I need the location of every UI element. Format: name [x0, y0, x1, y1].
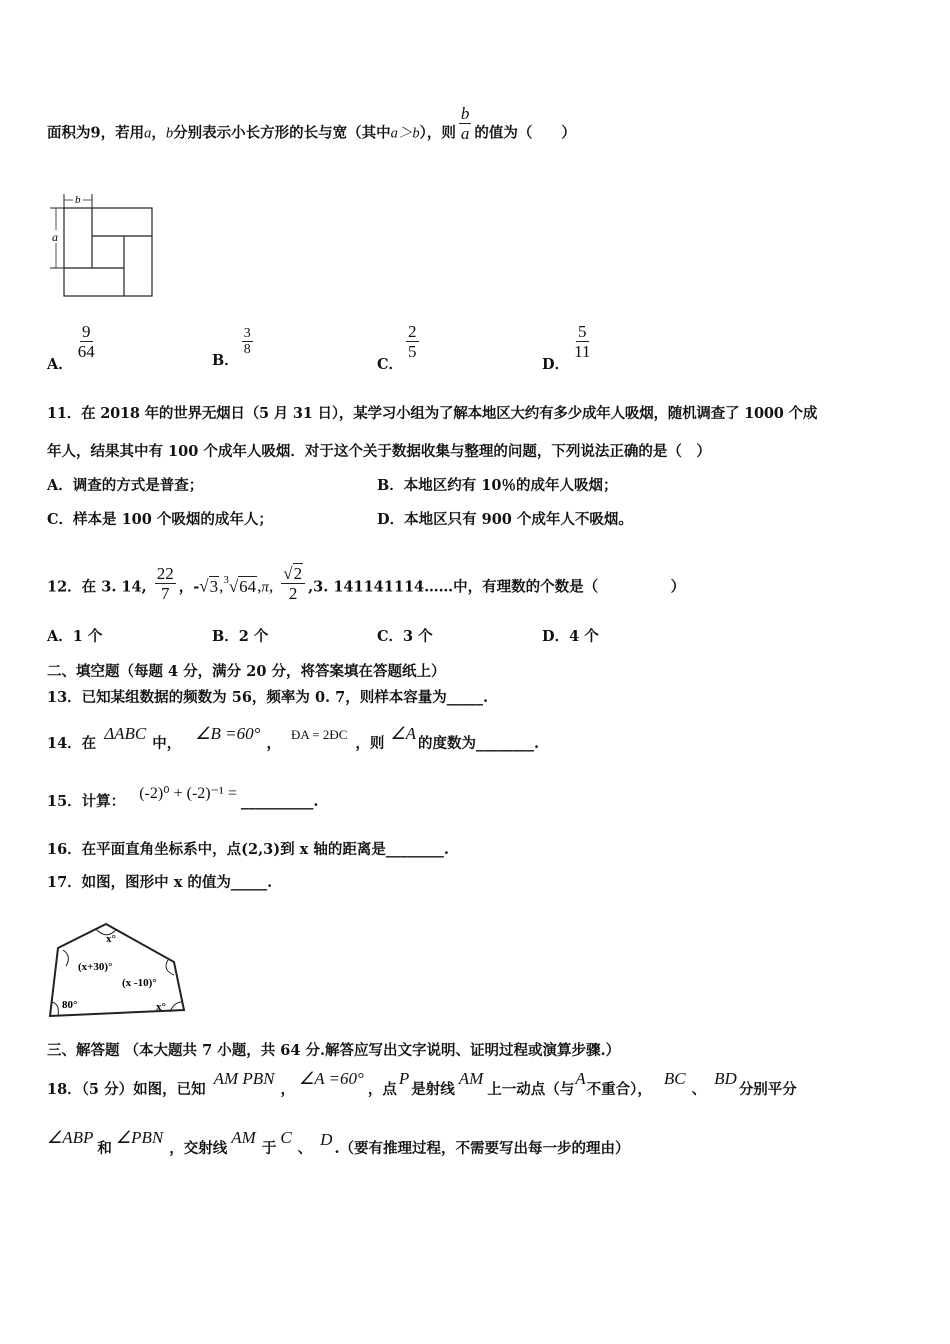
q18-bc: BC	[663, 1069, 686, 1088]
var-b: b	[165, 125, 174, 142]
q10-text-e: 的值为（ ）	[474, 124, 576, 142]
frac-den: 7	[160, 584, 170, 603]
q14-line	[47, 724, 540, 754]
q12-pi: π	[261, 579, 269, 596]
section3-heading: 三、解答题 （本大题共 7 小题，共 64 分.解答应写出文字说明、证明过程或演算步骤.）	[47, 1042, 621, 1059]
q18-d: D	[320, 1130, 333, 1149]
option-fraction	[406, 322, 419, 361]
option-fraction	[242, 326, 253, 357]
q18-prefix: 18．（5 分）如图，已知	[47, 1081, 206, 1098]
q12-suffix: ,3. 141141114……中，有理数的个数是（ ）	[308, 578, 686, 596]
q15-answer-blank[interactable]: __________.	[240, 793, 319, 810]
q10-option-c[interactable]	[377, 322, 422, 373]
q14-then: ，则	[355, 735, 385, 752]
q18-t3: 不重合），	[586, 1081, 652, 1098]
q10-text-c: 分别表示小长方形的长与宽（其中	[173, 124, 391, 142]
option-fraction	[76, 322, 97, 361]
radicand: 64	[239, 576, 257, 596]
bottom-left-angle: 80°	[62, 999, 78, 1011]
q12-sqrt3: √3	[199, 576, 219, 596]
q10-text-a: 面积为9，若用	[47, 124, 145, 142]
q18-t6: ，交射线	[169, 1140, 228, 1157]
label-b: b	[75, 194, 81, 206]
q12-sep: ，-	[178, 578, 200, 596]
q10-text-d: ），则	[419, 124, 456, 142]
root-index: 3	[223, 573, 229, 586]
q11-line1: 11．在 2018 年的世界无烟日（5 月 31 日），某学习小组为了解本地区大约有多少成年人吸烟，随机调查了 1000 个成	[47, 405, 818, 422]
q14-relation: ÐA = 2ÐC	[290, 727, 348, 742]
option-fraction	[572, 322, 592, 361]
q18-t4: 、	[691, 1081, 707, 1098]
frac-num: 2	[408, 322, 417, 341]
q14-suffix: 的度数为________.	[418, 735, 540, 752]
q13-line: 13．已知某组数据的频数为 56，频率为 0. 7，则样本容量为_____.	[47, 689, 489, 706]
q12-fraction-sqrt2-2	[281, 564, 305, 603]
frac-num: 5	[578, 322, 587, 341]
q18-and: 和	[97, 1140, 112, 1157]
frac-num: 9	[82, 322, 91, 341]
q18-t2: 上一动点（与	[487, 1081, 575, 1098]
frac-num: b	[460, 104, 470, 123]
option-label: B．	[212, 351, 239, 369]
q14-angle-b: ∠B =60°	[195, 724, 261, 743]
q18-c1: ，	[280, 1081, 295, 1098]
q14-comma: ，	[266, 735, 281, 752]
radicand: 2	[293, 564, 303, 583]
q10-condition: a＞b	[390, 125, 420, 142]
q18-t8: 、	[297, 1140, 313, 1157]
q15-line	[47, 785, 319, 812]
q18-line2	[47, 1128, 630, 1159]
q12-line: 12．在 3. 14, $\frac{22}{7}$ ，-√3,$^3$√64,π, $\frac{√2}{2}$ ,3. 141141114……中，有理数的个数是（ ）	[47, 564, 686, 603]
q12-option-a[interactable]: A．1 个	[47, 628, 103, 645]
q18-line1	[47, 1069, 797, 1100]
radicand: 3	[209, 576, 219, 596]
top-angle: x°	[106, 933, 116, 945]
q18-parallel: AM PBN	[213, 1069, 275, 1088]
frac-den: 64	[77, 342, 95, 361]
q18-p: P	[398, 1069, 410, 1088]
q10-line	[47, 104, 576, 153]
q18-am2: AM	[231, 1128, 256, 1147]
option-label: C．	[377, 355, 404, 373]
q18-t5: 分别平分	[738, 1081, 797, 1098]
label-a: a	[52, 230, 58, 244]
frac-num: 22	[156, 564, 174, 583]
frac-den: 5	[408, 342, 417, 361]
q14-angle-a: ∠A	[390, 724, 417, 743]
frac-den: 2	[288, 584, 298, 603]
q12-cbrt64: $^3$√64	[223, 573, 257, 596]
q12-option-c[interactable]: C．3 个	[377, 628, 433, 645]
q14-prefix: 14．在	[47, 735, 97, 752]
q18-abp: ∠ABP	[47, 1128, 94, 1147]
q18-t7: 于	[261, 1140, 277, 1157]
q15-prefix: 15．计算：	[47, 793, 126, 810]
q18-angle-a: ∠A =60°	[298, 1069, 364, 1088]
option-label: A．	[47, 355, 73, 373]
q18-c2: ，点	[367, 1081, 397, 1098]
q12-option-b[interactable]: B．2 个	[212, 628, 269, 645]
q18-a: A	[575, 1069, 586, 1088]
q18-bd: BD	[714, 1069, 737, 1088]
q10-fraction	[459, 104, 472, 143]
bottom-right-angle: x°	[156, 1001, 166, 1013]
right-angle: (x -10)°	[122, 977, 157, 989]
left-angle: (x+30)°	[78, 961, 113, 973]
q10-option-b[interactable]	[212, 326, 256, 369]
q12-option-d[interactable]: D．4 个	[542, 628, 599, 645]
frac-num: √2	[281, 564, 305, 584]
q10-rectangle-figure	[46, 190, 166, 300]
q18-t1: 是射线	[411, 1081, 455, 1098]
frac-den: 11	[574, 342, 591, 361]
var-a: a	[144, 125, 152, 142]
q18-t9: .（要有推理过程，不需要写出每一步的理由）	[334, 1140, 630, 1157]
q14-mid: 中，	[152, 735, 182, 752]
q11-option-d[interactable]: D．本地区只有 900 个成年人不吸烟。	[377, 511, 633, 528]
q11-option-a[interactable]: A．调查的方式是普查；	[47, 477, 204, 494]
frac-den: a	[460, 124, 470, 143]
q15-expression: (-2)⁰ + (-2)⁻¹ =	[139, 785, 237, 802]
q14-triangle: ΔABC	[104, 724, 147, 743]
q17-line: 17．如图，图形中 x 的值为_____.	[47, 874, 273, 891]
q11-option-b[interactable]: B．本地区约有 10％的成年人吸烟；	[377, 477, 618, 494]
frac-num: 3	[243, 326, 251, 341]
q10-text-b: ，	[151, 124, 166, 142]
q16-line: 16．在平面直角坐标系中，点(2,3)到 x 轴的距离是________.	[47, 841, 449, 858]
frac-den: 8	[243, 342, 251, 357]
q11-option-c[interactable]: C．样本是 100 个吸烟的成年人；	[47, 511, 273, 528]
q11-line2: 年人，结果其中有 100 个成年人吸烟．对于这个关于数据收集与整理的问题，下列说法正确的是（ ）	[47, 443, 711, 460]
q10-option-a[interactable]	[47, 322, 100, 373]
q18-c: C	[280, 1128, 292, 1147]
option-label: D．	[542, 355, 570, 373]
q12-fraction-22-7	[155, 564, 176, 603]
q10-option-d[interactable]	[542, 322, 595, 373]
q18-pbn: ∠PBN	[115, 1128, 164, 1147]
q17-pentagon-figure	[44, 920, 194, 1020]
q12-prefix: 12．在 3. 14,	[47, 578, 147, 596]
q18-am: AM	[458, 1069, 484, 1088]
section2-heading: 二、填空题（每题 4 分，满分 20 分，将答案填在答题纸上）	[47, 663, 446, 680]
